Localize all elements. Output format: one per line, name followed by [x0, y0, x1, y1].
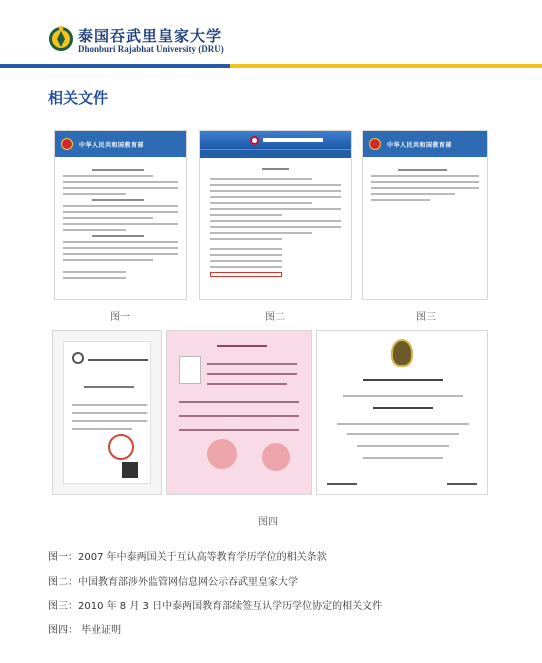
- figure-4-certificate-a: [52, 330, 162, 495]
- caption-figure-3: 图三：2010 年 8 月 3 日中泰两国教育部续签互认学历学位协定的相关文件: [48, 601, 383, 612]
- red-seal-icon: [108, 434, 134, 460]
- caption-figure-1: 图一：2007 年中泰两国关于互认高等教育学历学位的相关条款: [48, 552, 327, 563]
- red-stamp-icon: [207, 439, 237, 469]
- caption-figure-2: 图二：中国教育部涉外监管网信息网公示吞武里皇家大学: [48, 577, 298, 588]
- figure-4-certificate-c: [316, 330, 488, 495]
- website-header: [200, 131, 351, 149]
- red-stamp-icon: [262, 443, 290, 471]
- national-emblem-icon: [369, 138, 381, 150]
- qr-code-icon: [122, 462, 138, 478]
- photo-placeholder: [179, 356, 201, 384]
- highlight-box: [210, 272, 282, 277]
- figure-1-label: 图一: [110, 312, 130, 323]
- gov-doc-header: 中华人民共和国教育部: [363, 131, 487, 157]
- thai-emblem-icon: [391, 339, 413, 367]
- cert-logo-icon: [72, 352, 84, 364]
- figure-4-label: 图四: [258, 517, 278, 528]
- gov-doc-header: 中华人民共和国教育部: [55, 131, 186, 157]
- figure-2-label: 图二: [265, 312, 285, 323]
- header-accent-bar: [0, 64, 542, 68]
- university-logo-icon: [48, 24, 74, 54]
- caption-figure-4: 图四： 毕业证明: [48, 625, 122, 636]
- section-title: 相关文件: [48, 89, 109, 107]
- university-name-en: Dhonburi Rajabhat University (DRU): [78, 44, 224, 54]
- university-name-cn: 泰国吞武里皇家大学: [78, 27, 223, 45]
- figure-4-certificate-b: [166, 330, 312, 495]
- figure-3-label: 图三: [416, 312, 436, 323]
- national-emblem-icon: [61, 138, 73, 150]
- figure-1-document: [54, 130, 187, 300]
- ministry-logo-icon: [250, 136, 259, 145]
- page-header: [0, 0, 542, 70]
- figure-3-document: [362, 130, 488, 300]
- figure-2-website: [199, 130, 352, 300]
